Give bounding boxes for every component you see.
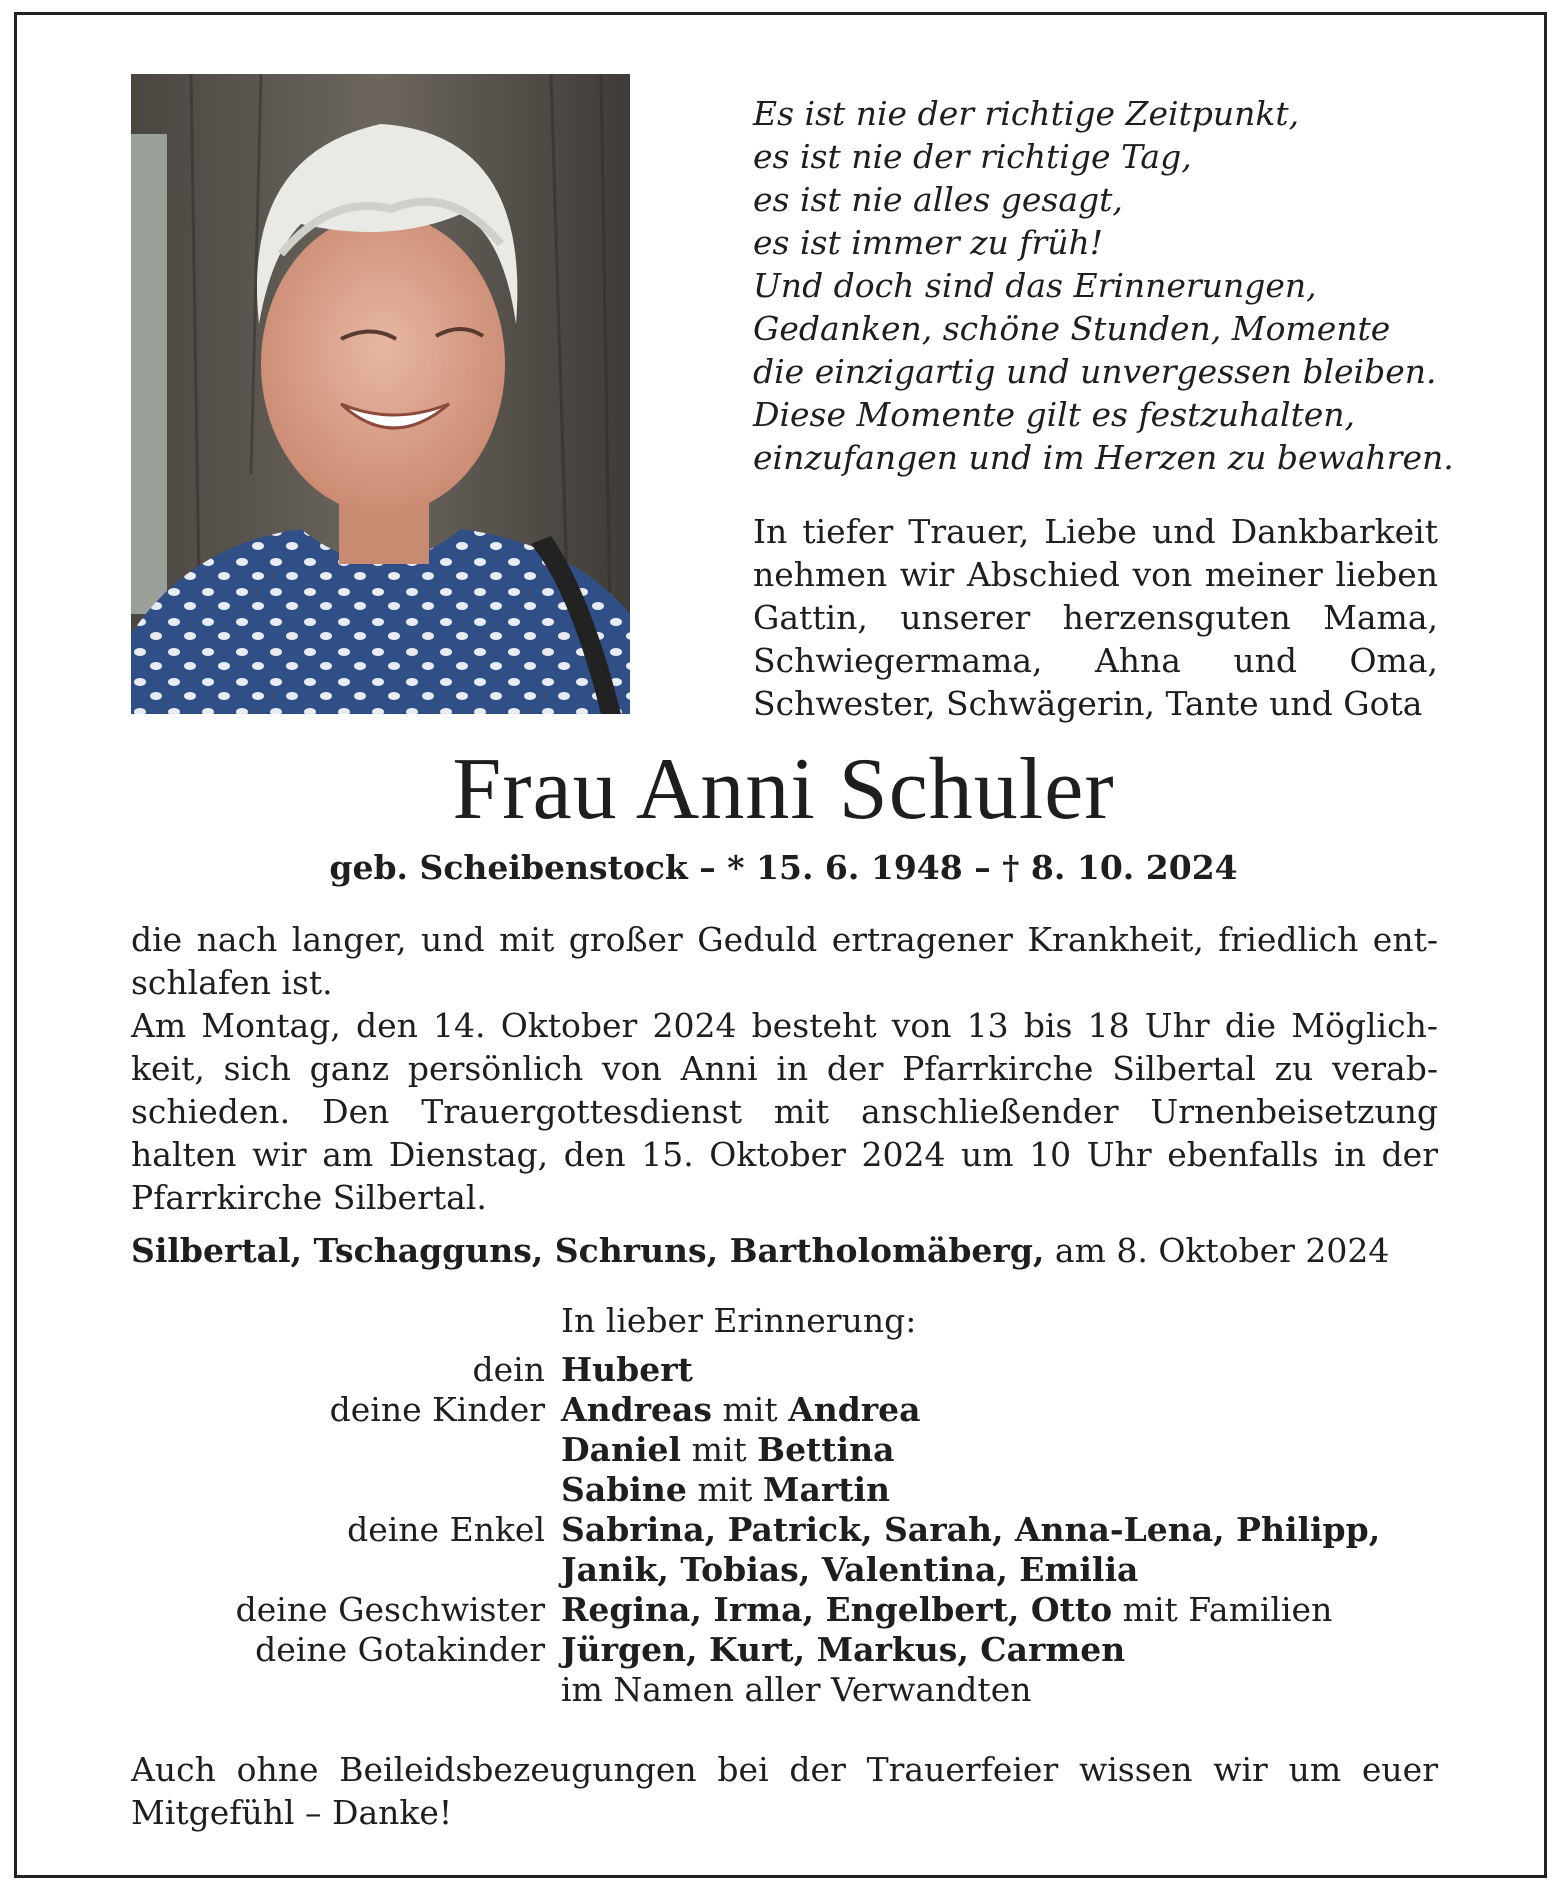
family-role: deine Geschwister xyxy=(235,1590,545,1629)
family-member: Regina, Irma, Engelbert, Otto xyxy=(561,1590,1113,1629)
closing-line: Auch ohne Beileidsbezeugungen bei der Trauerfeier wissen wir um euer xyxy=(131,1750,1438,1789)
poem-line: es ist nie der richtige Tag, xyxy=(753,137,1192,176)
poem-line: einzufangen und im Herzen zu bewahren. xyxy=(753,438,1454,477)
family-member: Andreas xyxy=(561,1390,713,1429)
announcement-text xyxy=(131,918,1438,1219)
body-line: Am Montag, den 14. Oktober 2024 besteht von 13 bis 18 Uhr die Möglich- xyxy=(131,1006,1438,1045)
body-line: schieden. Den Trauergottesdienst mit anschließender Urnenbeisetzung xyxy=(131,1092,1438,1131)
family-row xyxy=(131,1630,1451,1670)
family-row xyxy=(131,1510,1451,1550)
poem xyxy=(753,92,1453,479)
family-row xyxy=(131,1550,1451,1590)
family-role: deine Gotakinder xyxy=(255,1630,545,1669)
family-row xyxy=(131,1670,1451,1710)
deceased-dates: geb. Scheibenstock – * 15. 6. 1948 – † 8. 10. 2024 xyxy=(329,848,1238,887)
intro-line: In tiefer Trauer, Liebe und Dankbarkeit xyxy=(753,512,1438,551)
poem-line: Gedanken, schöne Stunden, Momente xyxy=(753,309,1391,348)
body-line: halten wir am Dienstag, den 15. Oktober 2024 um 10 Uhr ebenfalls in der xyxy=(131,1135,1438,1174)
family-role: dein xyxy=(472,1350,545,1389)
body-line: die nach langer, und mit großer Geduld ertragener Krankheit, friedlich ent- xyxy=(131,920,1438,959)
family-row xyxy=(131,1390,1451,1430)
family-role: deine Kinder xyxy=(329,1390,545,1429)
poem-line: es ist immer zu früh! xyxy=(753,223,1104,262)
family-connector: mit xyxy=(697,1470,753,1509)
intro-line: Gattin, unserer herzensguten Mama, xyxy=(753,598,1438,637)
family-member: Daniel xyxy=(561,1430,682,1469)
intro-text xyxy=(753,510,1438,725)
family-connector: mit xyxy=(691,1430,747,1469)
portrait-photo xyxy=(131,74,630,714)
family-row xyxy=(131,1470,1451,1510)
family-member: Bettina xyxy=(757,1430,895,1469)
place-date-line xyxy=(131,1229,1451,1272)
family-member: Andrea xyxy=(788,1390,921,1429)
poem-line: Diese Momente gilt es festzuhalten, xyxy=(753,395,1356,434)
family-member: Hubert xyxy=(561,1350,693,1389)
family-row xyxy=(131,1430,1451,1470)
closing-line: Mitgefühl – Danke! xyxy=(131,1793,453,1832)
place-date: am 8. Oktober 2024 xyxy=(1054,1231,1390,1270)
body-line: Pfarrkirche Silbertal. xyxy=(131,1178,487,1217)
memory-heading: In lieber Erinnerung: xyxy=(561,1301,917,1340)
family-row xyxy=(131,1590,1451,1630)
poem-line: Es ist nie der richtige Zeitpunkt, xyxy=(753,94,1300,133)
poem-line: die einzigartig und unvergessen bleiben. xyxy=(753,352,1437,391)
family-list xyxy=(131,1350,1451,1710)
family-row xyxy=(131,1350,1451,1390)
poem-line: es ist nie alles gesagt, xyxy=(753,180,1123,219)
intro-line: Schwester, Schwägerin, Tante und Gota xyxy=(753,684,1423,723)
family-member: Jürgen, Kurt, Markus, Carmen xyxy=(561,1630,1126,1669)
body-line: schlafen ist. xyxy=(131,963,333,1002)
family-member: Janik, Tobias, Valentina, Emilia xyxy=(561,1550,1139,1589)
family-role: deine Enkel xyxy=(347,1510,545,1549)
deceased-name: Frau Anni Schuler xyxy=(452,741,1115,838)
intro-line: nehmen wir Abschied von meiner lieben xyxy=(753,555,1438,594)
family-member: Sabine xyxy=(561,1470,687,1509)
family-connector: mit Familien xyxy=(1122,1590,1333,1629)
body-line: keit, sich ganz persönlich von Anni in der Pfarrkirche Silbertal zu verab- xyxy=(131,1049,1438,1088)
relatives-note: im Namen aller Verwandten xyxy=(561,1670,1032,1709)
poem-line: Und doch sind das Erinnerungen, xyxy=(753,266,1317,305)
family-connector: mit xyxy=(722,1390,778,1429)
place-towns: Silbertal, Tschagguns, Schruns, Bartholomäberg, xyxy=(131,1231,1045,1270)
intro-line: Schwiegermama, Ahna und Oma, xyxy=(753,641,1438,680)
family-member: Martin xyxy=(762,1470,890,1509)
closing-text xyxy=(131,1748,1438,1834)
family-member: Sabrina, Patrick, Sarah, Anna-Lena, Philipp, xyxy=(561,1510,1381,1549)
